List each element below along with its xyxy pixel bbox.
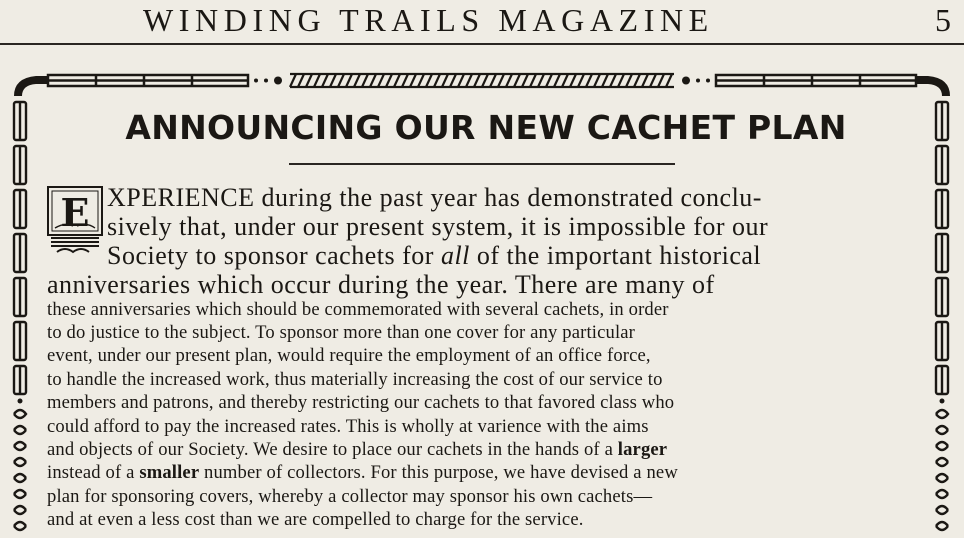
top-ornament-border (0, 68, 964, 98)
text-run: of the important historical (469, 241, 762, 270)
running-head (0, 0, 964, 40)
body-line-8: to handle the increased work, thus materially increasing the cost of our service to (47, 369, 663, 390)
body-line-14: and at even a less cost than we are compelled to charge for the service. (47, 509, 584, 530)
drop-cap (47, 186, 103, 256)
text-run: number of collectors. For this purpose, we have devised a new (199, 462, 678, 483)
body-line-5: these anniversaries which should be commemorated with several cachets, in order (47, 299, 669, 320)
right-ornament-border (932, 96, 954, 538)
page-number: 5 (935, 2, 951, 38)
title-rule (289, 163, 675, 165)
body-line-3 (107, 241, 761, 271)
body-line-2: sively that, under our present system, it is impossible for our (107, 212, 769, 241)
body-line-1: XPERIENCE during the past year has demonstrated conclu- (107, 183, 762, 212)
emphasis-smaller: smaller (139, 462, 200, 483)
emphasis-all: all (440, 241, 470, 270)
header-rule (0, 43, 964, 45)
body-line-4: anniversaries which occur during the year. There are many of (47, 270, 715, 299)
body-line-13: plan for sponsoring covers, whereby a collector may sponsor his own cachets— (47, 486, 653, 507)
article-title: ANNOUNCING OUR NEW CACHET PLAN (125, 108, 847, 147)
magazine-title: WINDING TRAILS MAGAZINE (143, 2, 714, 38)
body-line-9: members and patrons, and thereby restricting our cachets to that favored class who (47, 392, 675, 413)
body-line-7: event, under our present plan, would require the employment of an office force, (47, 345, 651, 366)
drop-cap-ornament (47, 186, 103, 256)
emphasis-larger: larger (617, 439, 668, 460)
drop-cap-letter: E (60, 190, 90, 235)
body-line-10: could afford to pay the increased rates. This is wholly at varience with the aims (47, 416, 649, 437)
body-line-6: to do justice to the subject. To sponsor more than one cover for any particular (47, 322, 636, 343)
body-line-11 (47, 439, 667, 461)
body-line-12 (47, 462, 678, 484)
text-run: instead of a (47, 462, 140, 483)
text-run: and objects of our Society. We desire to place our cachets in the hands of a (47, 439, 618, 460)
left-ornament-border (10, 96, 32, 538)
text-run: Society to sponsor cachets for (107, 241, 441, 270)
